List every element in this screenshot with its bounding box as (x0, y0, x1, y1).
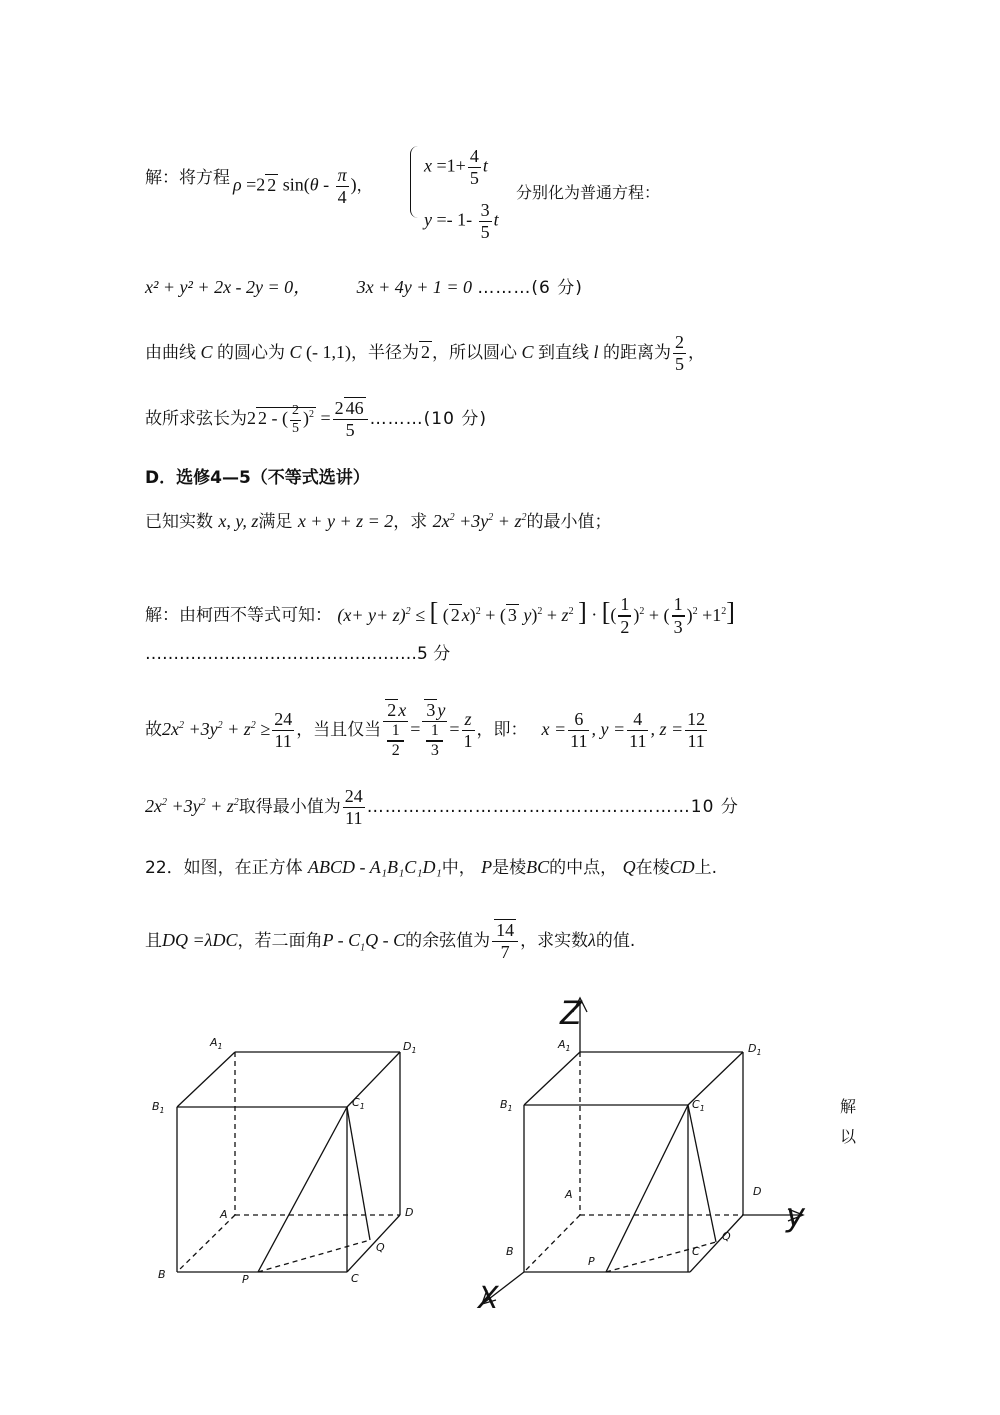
cauchy-line: 解：由柯西不等式可知： $(x+ y+ z)^2$ ≤ [ ( 2 x)$^2$ + ( 3 $y)^2 + z^2$ ] · [( $\frac{1}{2}$ )$^2$ + ( $\frac{1}{3}$ )$^2 +1^2$] (145, 594, 735, 637)
label-a-r: A (565, 1188, 573, 1201)
system-brace (410, 146, 419, 218)
label-b: B (158, 1268, 166, 1281)
label-d1-r: $D_1$ (748, 1042, 762, 1057)
axis-z-label: Z (560, 994, 582, 1032)
problem-22-line-1: 22．如图，在正方体 ABCD - A₁B₁C₁D₁中， P是棱BC的中点， Q在棱CD上. (145, 857, 717, 878)
min-value-line: $2x^2 +3y^2 + z^2$取得最小值为 $\frac{24}{11}$ ………………………………………………10 分 (145, 786, 739, 828)
score-5: …………………………………………5 分 (145, 644, 451, 664)
param-eq-y: y =- 1- $\frac{3}{5}$ t (424, 200, 499, 242)
cube-figure-left (140, 1020, 420, 1290)
label-c-r: C (692, 1245, 700, 1258)
param-eq-x: x =1+ $\frac{4}{5}$ t (424, 146, 488, 188)
axis-x-label: X (478, 1281, 499, 1310)
label-d: D (405, 1206, 414, 1219)
convert-text: 分别化为普通方程： (516, 183, 661, 202)
label-a1: $A_1$ (210, 1036, 223, 1051)
label-b1: $B_1$ (152, 1100, 165, 1115)
label-d-r: D (753, 1185, 762, 1198)
problem-22-line-2: 且DQ =λDC，若二面角P - $C_1Q$ - C的余弦值为 $\frac{14}{7}$ ，求实数λ的值. (145, 920, 636, 962)
label-b1-r: $B_1$ (500, 1098, 513, 1113)
label-d1: $D_1$ (403, 1040, 417, 1055)
normal-equations: x² + y² + 2x - 2y = 0， 3x + 4y + 1 = 0 ………(6 分) (145, 277, 583, 298)
section-d-header: D．选修4—5（不等式选讲） (145, 468, 370, 488)
label-a: A (220, 1208, 228, 1221)
chord-length-line: 故所求弦长为2 2 - ( $\frac{2}{5}$ )$^2$ = $\frac{2 46}{5}$ ………(10 分) (145, 398, 487, 440)
question-d: 已知实数 x, y, z满足 x + y + z = 2，求 $2x^2 +3y^2 + z^2$的最小值； (145, 511, 612, 532)
label-a1-r: $A_1$ (558, 1038, 571, 1053)
polar-equation: ρ =2 2 sin(θ - $\frac{\pi}{4}$ )， (233, 165, 373, 207)
cube-figure-right (470, 990, 830, 1310)
equality-line: 故$2x^2 +3y^2 + z^2$ ≥ $\frac{24}{11}$ ，当且仅当 2 x 1 2 = 3 y 1 3 = $\frac{z}{1}$ ，即： x = $\frac{6}{11}$ , y = $\frac{4}{11}$ , z = $\frac{12}{11}$ (145, 700, 706, 760)
label-q-r: Q (722, 1230, 731, 1243)
solution-line-3: 由曲线 C 的圆心为 C (- 1,1)，半径为 2 ，所以圆心 C 到直线 l 的距离为 $\frac{2}{5}$ ， (145, 332, 706, 374)
label-c1: $C_1$ (352, 1096, 365, 1111)
solution-line-1: 解：将方程 (145, 168, 230, 188)
label-b-r: B (506, 1245, 514, 1258)
label-p-r: P (588, 1255, 595, 1268)
label-c: C (351, 1272, 359, 1285)
axis-y-label: y (786, 1196, 805, 1234)
side-char-1: 解 (840, 1097, 857, 1116)
label-p: P (242, 1273, 249, 1286)
label-c1-r: $C_1$ (692, 1098, 705, 1113)
label-q: Q (376, 1241, 385, 1254)
side-char-2: 以 (840, 1127, 857, 1146)
